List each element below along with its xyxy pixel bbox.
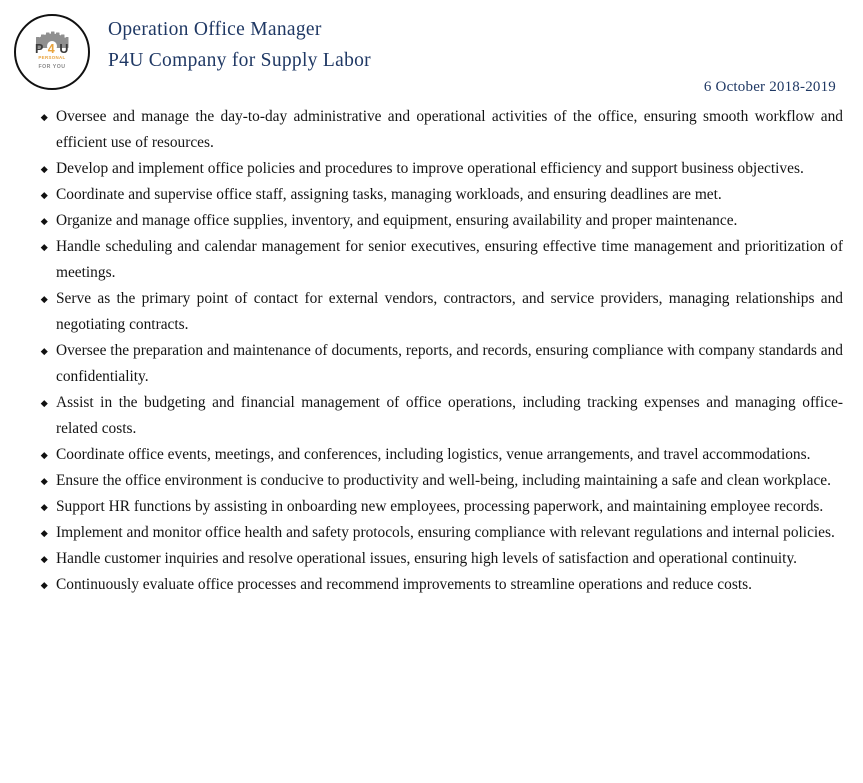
document-header xyxy=(0,0,863,88)
header-titles xyxy=(108,10,371,76)
duty-item: Handle customer inquiries and resolve operational issues, ensuring high levels of satisfaction and operational continuity. xyxy=(56,546,843,572)
duty-item: Handle scheduling and calendar management for senior executives, ensuring effective time management and prioritization of meetings. xyxy=(56,234,843,286)
duty-item: Support HR functions by assisting in onboarding new employees, processing paperwork, and maintaining employee records. xyxy=(56,494,843,520)
duty-item: Serve as the primary point of contact for external vendors, contractors, and service providers, managing relationships and negotiating contracts. xyxy=(56,286,843,338)
duty-item: Coordinate and supervise office staff, assigning tasks, managing workloads, and ensuring deadlines are met. xyxy=(56,182,843,208)
logo-tagline-personal: PERSONAL xyxy=(38,55,66,60)
duty-item: Coordinate office events, meetings, and conferences, including logistics, venue arrangements, and travel accommodations. xyxy=(56,442,843,468)
logo-letter-p: P xyxy=(34,41,44,56)
duty-item: Continuously evaluate office processes and recommend improvements to streamline operations and reduce costs. xyxy=(56,572,843,598)
duty-item: Ensure the office environment is conducive to productivity and well-being, including maintaining a safe and clean workplace. xyxy=(56,468,843,494)
logo-letter-u: U xyxy=(59,41,70,56)
logo-wordmark xyxy=(35,43,69,55)
logo-inner xyxy=(29,31,75,74)
job-title: Operation Office Manager xyxy=(108,19,322,40)
duty-item: Implement and monitor office health and safety protocols, ensuring compliance with relevant regulations and internal policies. xyxy=(56,520,843,546)
logo-tagline-foryou: FOR YOU xyxy=(38,63,66,70)
duty-item: Oversee and manage the day-to-day administrative and operational activities of the office, ensuring smooth workflow and efficient use of resources. xyxy=(56,104,843,156)
duty-item: Develop and implement office policies and procedures to improve operational efficiency and support business objectives. xyxy=(56,156,843,182)
duty-item: Oversee the preparation and maintenance of documents, reports, and records, ensuring compliance with company standards and confidentiality. xyxy=(56,338,843,390)
duty-item: Assist in the budgeting and financial management of office operations, including tracking expenses and managing office-related costs. xyxy=(56,390,843,442)
company-logo xyxy=(14,14,90,90)
company-name: P4U Company for Supply Labor xyxy=(108,50,371,71)
employment-date-range: 6 October 2018-2019 xyxy=(703,79,836,95)
logo-digit-4: 4 xyxy=(47,41,56,56)
duties-list xyxy=(0,104,863,598)
duty-item: Organize and manage office supplies, inventory, and equipment, ensuring availability and proper maintenance. xyxy=(56,208,843,234)
